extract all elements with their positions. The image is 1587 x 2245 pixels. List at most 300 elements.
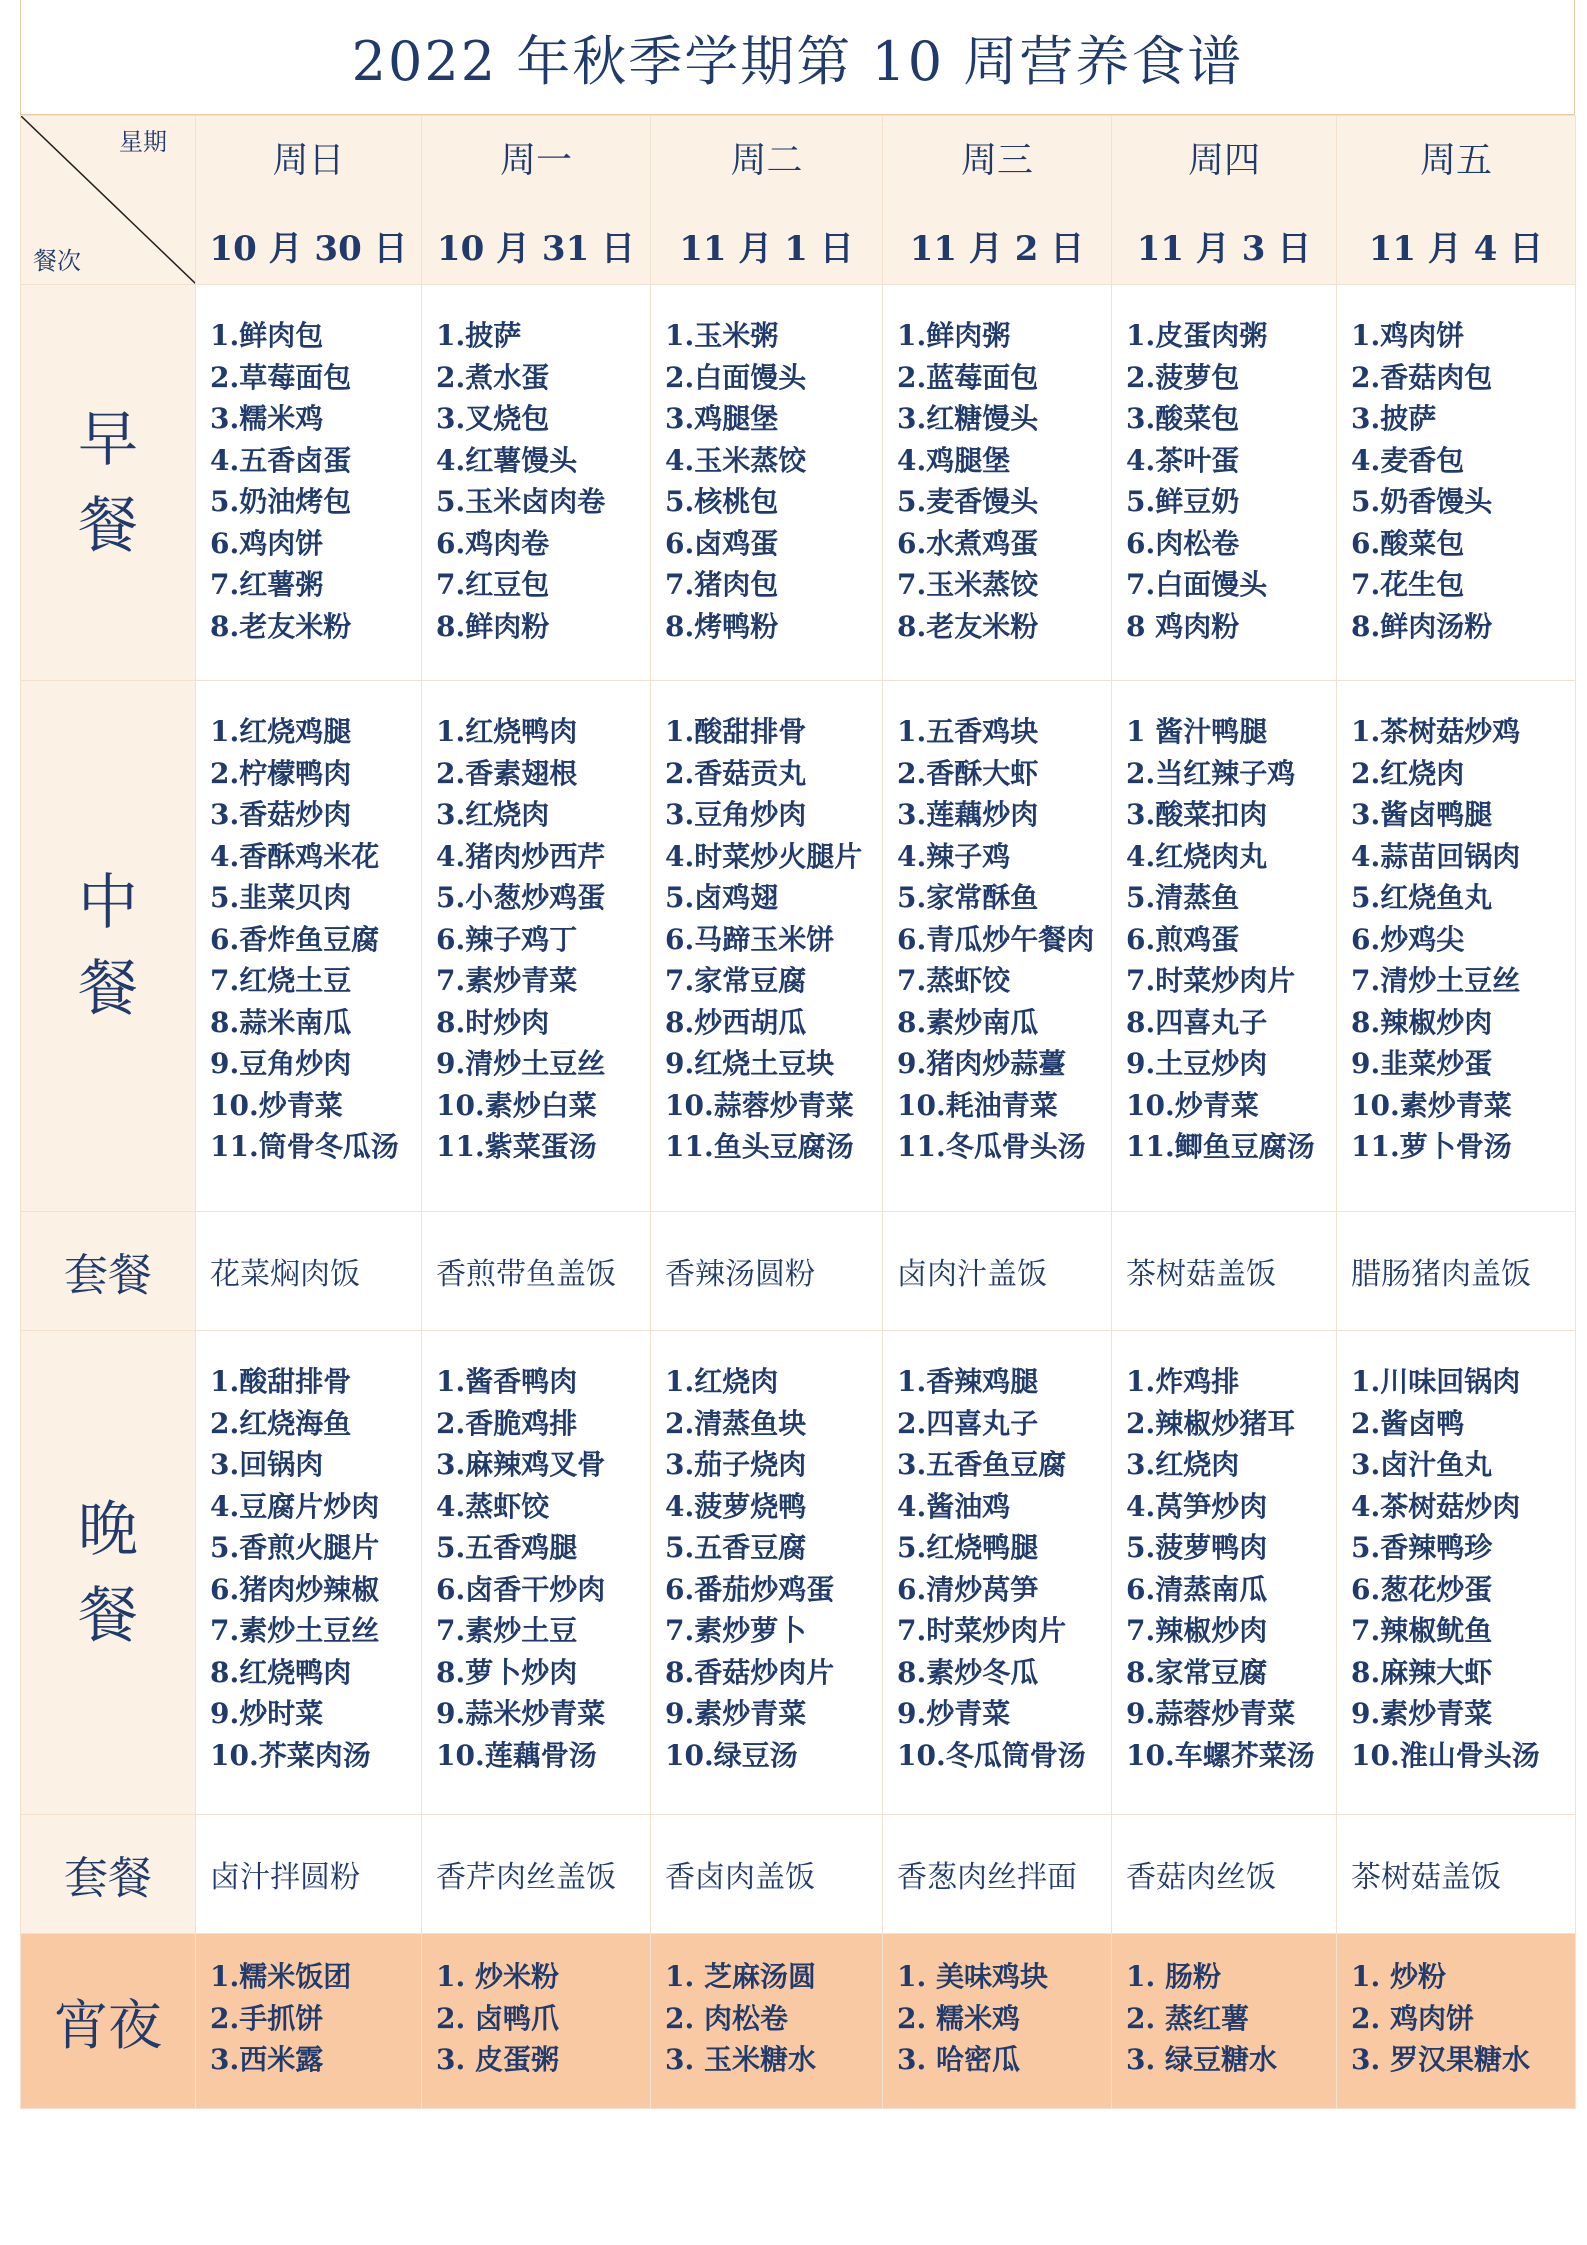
dish-item: 8.炒西胡瓜: [665, 1005, 807, 1039]
dish-item: 10.淮山骨头汤: [1351, 1738, 1540, 1772]
dish-item: 4.菠萝烧鸭: [665, 1489, 807, 1523]
dish-item: 6.肉松卷: [1126, 526, 1240, 560]
dish-item: 7.红烧土豆: [210, 964, 352, 997]
dish-item: 11.紫菜蛋汤: [436, 1130, 597, 1163]
dish-item: 2.草莓面包: [210, 360, 352, 394]
dish-item: 4.豆腐片炒肉: [210, 1489, 380, 1523]
dish-item: 5.核桃包: [665, 485, 779, 518]
dish-list: [883, 1934, 1111, 2081]
dish-item: 8.老友米粉: [897, 609, 1039, 643]
lunch-combo-label: [21, 1212, 196, 1331]
dish-item: 6.香炸鱼豆腐: [210, 922, 380, 956]
dish-item: 8.烤鸭粉: [665, 609, 779, 643]
late-snack-cell: [1112, 1934, 1337, 2109]
dish-item: 5.香辣鸭珍: [1351, 1531, 1493, 1564]
dish-item: 11.筒骨冬瓜汤: [210, 1130, 399, 1163]
dish-list: [422, 285, 650, 647]
dish-item: 3.披萨: [1351, 402, 1437, 435]
dish-list: [1112, 285, 1336, 647]
combo-value: 卤汁拌圆粉: [210, 1860, 360, 1895]
dish-list: [1112, 1331, 1336, 1776]
dish-item: 11.萝卜骨汤: [1351, 1130, 1512, 1163]
lunch-combo-row: [21, 1212, 1576, 1331]
dish-item: 8.家常豆腐: [1126, 1655, 1268, 1689]
dish-item: 3.麻辣鸡叉骨: [436, 1448, 606, 1481]
lunch-cell: [422, 681, 651, 1212]
dish-item: 1.鲜肉粥: [897, 319, 1011, 352]
dish-item: 8.鲜肉粉: [436, 609, 550, 643]
lunch-cell: [1337, 681, 1576, 1212]
dish-item: 4.茶树菇炒肉: [1351, 1489, 1521, 1523]
dish-item: 3.莲藕炒肉: [897, 798, 1039, 831]
combo-value: 腊肠猪肉盖饭: [1351, 1257, 1531, 1292]
day-header: [196, 116, 422, 285]
dish-item: 3.红糖馒头: [897, 402, 1039, 435]
title-box: [20, 0, 1575, 115]
dish-item: 2.酱卤鸭: [1351, 1406, 1465, 1440]
dish-item: 4.红薯馒头: [436, 443, 578, 477]
dinner-label: [21, 1331, 196, 1815]
combo-value: 茶树菇盖饭: [1126, 1257, 1276, 1292]
lunch-combo-cell: [196, 1212, 422, 1331]
dish-item: 3.茄子烧肉: [665, 1448, 807, 1481]
dinner-combo-cell: [651, 1815, 883, 1934]
breakfast-cell: [422, 285, 651, 681]
dish-list: [883, 1331, 1111, 1776]
dish-item: 9.炒时菜: [210, 1697, 324, 1730]
lunch-combo-label-text: 套餐: [64, 1250, 152, 1301]
dish-list: [196, 285, 421, 647]
dish-item: 3.酸菜包: [1126, 402, 1240, 435]
dish-item: 2.香菇贡丸: [665, 756, 807, 790]
dish-item: 3.叉烧包: [436, 402, 550, 435]
corner-cell: [21, 116, 196, 285]
dish-item: 2. 肉松卷: [665, 2001, 788, 2035]
dish-list: [651, 681, 882, 1168]
dish-item: 8.辣椒炒肉: [1351, 1005, 1493, 1039]
dinner-row: [21, 1331, 1576, 1815]
dinner-combo-cell: [883, 1815, 1112, 1934]
dish-item: 2.煮水蛋: [436, 360, 550, 394]
dish-item: 1. 肠粉: [1126, 1960, 1221, 1993]
dish-item: 8.老友米粉: [210, 609, 352, 643]
combo-value: 香菇肉丝饭: [1126, 1860, 1276, 1895]
dish-item: 2. 糯米鸡: [897, 2001, 1020, 2035]
dish-item: 7.素炒土豆丝: [210, 1614, 380, 1647]
dish-item: 5.奶香馒头: [1351, 485, 1493, 518]
dish-item: 1.红烧肉: [665, 1365, 779, 1398]
dish-item: 6.马蹄玉米饼: [665, 922, 835, 956]
dish-item: 5.红烧鱼丸: [1351, 881, 1493, 914]
late-snack-cell: [883, 1934, 1112, 2109]
dish-item: 9.清炒土豆丝: [436, 1047, 606, 1080]
dish-item: 6.辣子鸡丁: [436, 922, 578, 956]
dish-item: 8.时炒肉: [436, 1005, 550, 1039]
dish-item: 1.玉米粥: [665, 319, 779, 352]
breakfast-label-bottom: 餐: [78, 490, 138, 561]
dish-item: 4.猪肉炒西芹: [436, 839, 606, 873]
dish-item: 8.素炒南瓜: [897, 1005, 1039, 1039]
late-snack-cell: [422, 1934, 651, 2109]
dinner-combo-label: [21, 1815, 196, 1934]
dish-item: 10.蒜蓉炒青菜: [665, 1088, 854, 1122]
dish-item: 5.玉米卤肉卷: [436, 485, 606, 518]
late-snack-cell: [1337, 1934, 1576, 2109]
dish-item: 9.韭菜炒蛋: [1351, 1047, 1493, 1080]
dish-list: [1337, 285, 1575, 647]
dish-item: 2.手抓饼: [210, 2001, 324, 2035]
breakfast-cell: [1112, 285, 1337, 681]
dish-item: 1. 炒米粉: [436, 1960, 559, 1993]
dish-item: 6.卤鸡蛋: [665, 526, 779, 560]
dish-item: 1.香辣鸡腿: [897, 1365, 1039, 1398]
dish-item: 10.素炒青菜: [1351, 1088, 1512, 1122]
dinner-combo-cell: [1337, 1815, 1576, 1934]
corner-week-label: 星期: [119, 128, 167, 156]
dish-item: 7.素炒青菜: [436, 964, 578, 997]
dish-item: 6.煎鸡蛋: [1126, 922, 1240, 956]
dish-item: 5.五香鸡腿: [436, 1531, 578, 1564]
dinner-combo-cell: [196, 1815, 422, 1934]
dish-item: 9.炒青菜: [897, 1697, 1011, 1730]
dish-item: 11.冬瓜骨头汤: [897, 1130, 1086, 1163]
dish-item: 3. 玉米糖水: [665, 2043, 816, 2076]
dish-item: 5.家常酥鱼: [897, 881, 1039, 914]
dish-item: 1.皮蛋肉粥: [1126, 319, 1268, 352]
combo-value: 花菜焖肉饭: [210, 1257, 360, 1292]
dish-item: 5.麦香馒头: [897, 485, 1039, 518]
dinner-cell: [422, 1331, 651, 1815]
dish-item: 1. 美味鸡块: [897, 1960, 1048, 1993]
dish-item: 7.素炒萝卜: [665, 1614, 807, 1647]
dish-item: 2. 蒸红薯: [1126, 2001, 1249, 2035]
dish-list: [651, 1934, 882, 2081]
dish-item: 6.炒鸡尖: [1351, 922, 1465, 956]
dish-item: 4.茶叶蛋: [1126, 443, 1240, 477]
combo-value: 卤肉汁盖饭: [897, 1257, 1047, 1292]
dish-item: 1.茶树菇炒鸡: [1351, 715, 1521, 748]
dish-item: 7.红豆包: [436, 568, 550, 601]
lunch-combo-cell: [883, 1212, 1112, 1331]
dish-item: 3.回锅肉: [210, 1448, 324, 1481]
day-name: 周二: [730, 140, 803, 181]
dish-item: 9.素炒青菜: [665, 1697, 807, 1730]
dish-list: [422, 681, 650, 1168]
dish-item: 8.麻辣大虾: [1351, 1655, 1493, 1689]
dish-item: 10.炒青菜: [210, 1088, 343, 1122]
dish-item: 1.披萨: [436, 319, 522, 352]
lunch-combo-cell: [1112, 1212, 1337, 1331]
dish-item: 6.鸡肉饼: [210, 526, 324, 560]
dinner-label-bottom: 餐: [78, 1580, 138, 1651]
dish-item: 2.当红辣子鸡: [1126, 756, 1296, 790]
breakfast-label: [21, 285, 196, 681]
dish-item: 7.时菜炒肉片: [897, 1614, 1067, 1647]
day-name: 周三: [960, 140, 1033, 181]
dinner-combo-label-text: 套餐: [64, 1853, 152, 1904]
dish-item: 3.鸡腿堡: [665, 402, 779, 435]
dish-item: 8.素炒冬瓜: [897, 1655, 1039, 1689]
dish-item: 1.鸡肉饼: [1351, 319, 1465, 352]
dish-item: 6.番茄炒鸡蛋: [665, 1572, 835, 1606]
dish-item: 3. 皮蛋粥: [436, 2043, 559, 2076]
dish-item: 1.炸鸡排: [1126, 1365, 1240, 1398]
dish-item: 4.莴笋炒肉: [1126, 1489, 1268, 1523]
dish-item: 8.鲜肉汤粉: [1351, 609, 1493, 643]
dish-list: [1337, 1934, 1575, 2081]
dinner-cell: [196, 1331, 422, 1815]
dish-item: 5.小葱炒鸡蛋: [436, 881, 606, 914]
dish-item: 6.清炒莴笋: [897, 1572, 1039, 1606]
day-header: [1337, 116, 1576, 285]
dish-list: [196, 1331, 421, 1776]
dish-item: 7.红薯粥: [210, 568, 324, 601]
dish-item: 3.香菇炒肉: [210, 798, 352, 831]
lunch-cell: [883, 681, 1112, 1212]
dish-item: 7.家常豆腐: [665, 964, 807, 997]
dish-item: 8 鸡肉粉: [1126, 609, 1240, 643]
late-snack-label: [21, 1934, 196, 2109]
dish-item: 7.蒸虾饺: [897, 964, 1011, 997]
dish-item: 1.糯米饭团: [210, 1960, 352, 1993]
menu-table: [20, 115, 1576, 2109]
dish-item: 2.蓝莓面包: [897, 360, 1039, 394]
header-row: [21, 116, 1576, 285]
dish-item: 5.韭菜贝肉: [210, 881, 352, 914]
dish-item: 2.香脆鸡排: [436, 1406, 578, 1440]
dish-item: 1.酸甜排骨: [665, 715, 807, 748]
lunch-row: [21, 681, 1576, 1212]
dish-list: [196, 1934, 421, 2081]
day-name: 周一: [499, 140, 572, 181]
page-title: 2022 年秋季学期第 10 周营养食谱: [351, 29, 1244, 93]
dinner-cell: [651, 1331, 883, 1815]
day-header: [883, 116, 1112, 285]
dish-item: 2.柠檬鸭肉: [210, 756, 352, 790]
day-name: 周四: [1187, 140, 1260, 181]
dish-item: 2.菠萝包: [1126, 360, 1240, 394]
breakfast-row: [21, 285, 1576, 681]
dish-item: 2.香酥大虾: [897, 756, 1039, 790]
breakfast-cell: [196, 285, 422, 681]
dish-list: [1112, 1934, 1336, 2081]
day-header: [651, 116, 883, 285]
dish-item: 6.水煮鸡蛋: [897, 526, 1039, 560]
dish-item: 4.鸡腿堡: [897, 443, 1011, 477]
breakfast-cell: [651, 285, 883, 681]
lunch-combo-cell: [1337, 1212, 1576, 1331]
dish-item: 1.红烧鸭肉: [436, 715, 578, 748]
dish-item: 2.香菇肉包: [1351, 360, 1493, 394]
day-name: 周五: [1419, 140, 1492, 181]
dish-item: 5.香煎火腿片: [210, 1531, 380, 1564]
dish-item: 8.萝卜炒肉: [436, 1655, 578, 1689]
dish-item: 7.玉米蒸饺: [897, 568, 1039, 601]
dish-item: 1. 炒粉: [1351, 1960, 1446, 1993]
combo-value: 香芹肉丝盖饭: [436, 1860, 616, 1895]
dish-item: 9.蒜蓉炒青菜: [1126, 1697, 1296, 1730]
dish-item: 6.酸菜包: [1351, 526, 1465, 560]
dish-item: 4.玉米蒸饺: [665, 443, 807, 477]
dish-item: 1.川味回锅肉: [1351, 1365, 1521, 1398]
dish-item: 9.豆角炒肉: [210, 1047, 352, 1080]
dish-item: 3.西米露: [210, 2043, 324, 2076]
dish-item: 2.红烧海鱼: [210, 1406, 352, 1440]
dish-item: 8.红烧鸭肉: [210, 1655, 352, 1689]
dish-item: 11.鱼头豆腐汤: [665, 1130, 854, 1163]
day-header: [1112, 116, 1337, 285]
day-date: 10 月 30 日: [209, 229, 408, 269]
late-snack-label-text: 宵夜: [54, 1993, 162, 2057]
day-header: [422, 116, 651, 285]
dish-item: 6.青瓜炒午餐肉: [897, 922, 1095, 956]
dish-item: 3.糯米鸡: [210, 402, 324, 435]
dish-item: 9.红烧土豆块: [665, 1047, 835, 1080]
dish-item: 4.蒸虾饺: [436, 1489, 550, 1523]
dish-item: 11.鲫鱼豆腐汤: [1126, 1130, 1315, 1163]
combo-value: 香辣汤圆粉: [665, 1257, 815, 1292]
dinner-combo-cell: [422, 1815, 651, 1934]
dish-item: 7.素炒土豆: [436, 1614, 578, 1647]
dish-item: 6.卤香干炒肉: [436, 1572, 606, 1606]
dish-item: 2.辣椒炒猪耳: [1126, 1406, 1296, 1440]
day-date: 11 月 4 日: [1368, 229, 1544, 269]
lunch-label: [21, 681, 196, 1212]
late-snack-row: [21, 1934, 1576, 2109]
dish-item: 5.卤鸡翅: [665, 881, 779, 914]
day-name: 周日: [272, 140, 345, 181]
dinner-combo-cell: [1112, 1815, 1337, 1934]
dinner-cell: [1337, 1331, 1576, 1815]
dish-item: 2.香素翅根: [436, 756, 578, 790]
dinner-label-top: 晚: [78, 1494, 138, 1565]
dish-item: 6.猪肉炒辣椒: [210, 1572, 380, 1606]
lunch-label-bottom: 餐: [78, 954, 138, 1024]
dish-item: 2.四喜丸子: [897, 1406, 1039, 1440]
lunch-combo-cell: [422, 1212, 651, 1331]
dish-item: 5.菠萝鸭肉: [1126, 1531, 1268, 1564]
day-date: 10 月 31 日: [436, 229, 636, 269]
dish-item: 3. 罗汉果糖水: [1351, 2043, 1530, 2076]
dish-item: 4.时菜炒火腿片: [665, 839, 863, 873]
dish-item: 3.酱卤鸭腿: [1351, 798, 1493, 831]
dish-list: [196, 681, 421, 1168]
dish-item: 7.猪肉包: [665, 568, 779, 601]
combo-value: 香卤肉盖饭: [665, 1860, 815, 1895]
dish-list: [651, 1331, 882, 1776]
dinner-cell: [1112, 1331, 1337, 1815]
dish-item: 3.酸菜扣肉: [1126, 798, 1268, 831]
day-date: 11 月 3 日: [1136, 229, 1312, 269]
dish-list: [422, 1331, 650, 1776]
dish-item: 10.炒青菜: [1126, 1088, 1259, 1122]
dish-item: 7.白面馒头: [1126, 568, 1268, 601]
corner-meal-label: 餐次: [33, 247, 81, 275]
dish-item: 3. 哈密瓜: [897, 2043, 1020, 2076]
dish-item: 3.红烧肉: [436, 798, 550, 831]
dish-item: 9.蒜米炒青菜: [436, 1697, 606, 1730]
dish-item: 3.豆角炒肉: [665, 798, 807, 831]
dish-item: 1.红烧鸡腿: [210, 715, 352, 748]
dish-item: 10.车螺芥菜汤: [1126, 1738, 1315, 1772]
lunch-cell: [651, 681, 883, 1212]
dish-item: 1.酱香鸭肉: [436, 1365, 578, 1398]
dinner-combo-row: [21, 1815, 1576, 1934]
dish-item: 3. 绿豆糖水: [1126, 2043, 1277, 2076]
dish-item: 2.白面馒头: [665, 360, 807, 394]
dish-item: 4.五香卤蛋: [210, 443, 352, 477]
dish-item: 8.香菇炒肉片: [665, 1655, 835, 1689]
dish-list: [883, 681, 1111, 1168]
dish-item: 10.耗油青菜: [897, 1088, 1058, 1122]
dish-item: 9.土豆炒肉: [1126, 1047, 1268, 1080]
dish-item: 5.鲜豆奶: [1126, 485, 1240, 518]
dish-item: 2.清蒸鱼块: [665, 1406, 807, 1440]
dish-item: 2.红烧肉: [1351, 756, 1465, 790]
breakfast-cell: [883, 285, 1112, 681]
dish-item: 7.花生包: [1351, 568, 1465, 601]
dish-item: 8.四喜丸子: [1126, 1005, 1268, 1039]
dish-item: 9.素炒青菜: [1351, 1697, 1493, 1730]
dish-item: 5.清蒸鱼: [1126, 881, 1240, 914]
dish-item: 3.红烧肉: [1126, 1448, 1240, 1481]
dinner-cell: [883, 1331, 1112, 1815]
dish-item: 4.酱油鸡: [897, 1489, 1011, 1523]
dish-item: 1.鲜肉包: [210, 319, 324, 352]
dish-item: 7.辣椒炒肉: [1126, 1614, 1268, 1647]
dish-item: 2. 卤鸭爪: [436, 2001, 559, 2035]
dish-item: 5.奶油烤包: [210, 485, 352, 518]
dish-item: 6.鸡肉卷: [436, 526, 550, 560]
dish-item: 10.素炒白菜: [436, 1088, 597, 1122]
dish-item: 6.清蒸南瓜: [1126, 1572, 1268, 1606]
lunch-cell: [196, 681, 422, 1212]
dish-item: 7.清炒土豆丝: [1351, 964, 1521, 997]
dish-item: 3.卤汁鱼丸: [1351, 1448, 1493, 1481]
dish-item: 10.绿豆汤: [665, 1738, 798, 1772]
combo-value: 香煎带鱼盖饭: [436, 1257, 616, 1292]
combo-value: 香葱肉丝拌面: [897, 1860, 1077, 1895]
dish-list: [1112, 681, 1336, 1168]
day-date: 11 月 1 日: [679, 229, 854, 269]
lunch-label-top: 中: [78, 868, 138, 938]
dish-item: 2. 鸡肉饼: [1351, 2001, 1474, 2035]
dish-item: 1 酱汁鸭腿: [1126, 715, 1268, 748]
dish-item: 3.五香鱼豆腐: [897, 1448, 1067, 1481]
combo-value: 茶树菇盖饭: [1351, 1860, 1501, 1895]
breakfast-label-top: 早: [78, 404, 138, 475]
late-snack-cell: [196, 1934, 422, 2109]
dish-item: 1.五香鸡块: [897, 715, 1039, 748]
dish-item: 10.芥菜肉汤: [210, 1738, 371, 1772]
dish-item: 4.香酥鸡米花: [210, 839, 380, 873]
dish-item: 10.莲藕骨汤: [436, 1738, 597, 1772]
dish-list: [422, 1934, 650, 2081]
dish-list: [1337, 681, 1575, 1168]
dish-item: 4.辣子鸡: [897, 839, 1011, 873]
dish-item: 4.红烧肉丸: [1126, 839, 1268, 873]
dish-item: 9.猪肉炒蒜薹: [897, 1047, 1067, 1080]
lunch-cell: [1112, 681, 1337, 1212]
dish-item: 4.麦香包: [1351, 443, 1465, 477]
dish-item: 4.蒜苗回锅肉: [1351, 839, 1521, 873]
dish-list: [651, 285, 882, 647]
dish-item: 5.红烧鸭腿: [897, 1531, 1039, 1564]
dish-item: 5.五香豆腐: [665, 1531, 807, 1564]
dish-item: 10.冬瓜筒骨汤: [897, 1738, 1086, 1772]
dish-item: 7.辣椒鱿鱼: [1351, 1614, 1493, 1647]
dish-item: 6.葱花炒蛋: [1351, 1572, 1493, 1606]
